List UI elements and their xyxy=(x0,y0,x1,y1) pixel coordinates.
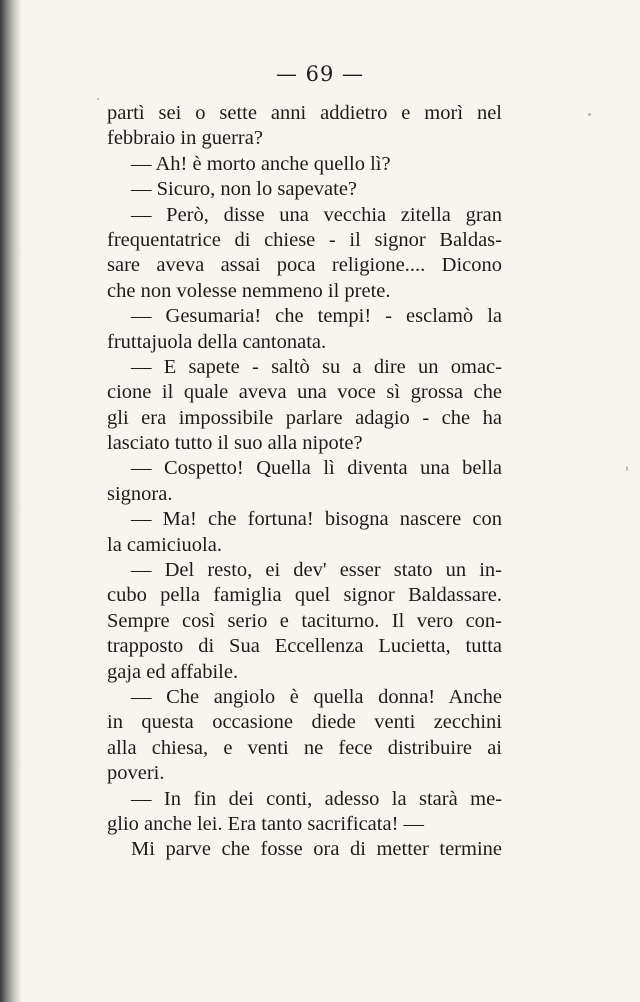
text-line: lasciato tutto il suo alla nipote? xyxy=(107,432,363,455)
text-line: alla chiesa, e venti ne fece distribuire ai xyxy=(107,736,502,759)
body-text xyxy=(107,101,502,863)
book-spine-shadow xyxy=(0,0,22,1002)
text-line: — Però, disse una vecchia zitella gran xyxy=(131,203,502,226)
text-line: cione il quale aveva una voce sì grossa che xyxy=(107,381,502,404)
text-line: fruttajuola della cantonata. xyxy=(107,330,327,353)
text-line: gaja ed affabile. xyxy=(107,660,239,683)
text-line: — Sicuro, non lo sapevate? xyxy=(131,178,358,201)
text-line: frequentatrice di chiese - il signor Baldas- xyxy=(107,228,502,251)
paper-speck xyxy=(97,98,99,100)
text-line: cubo pella famiglia quel signor Baldassare. xyxy=(107,584,502,607)
text-line: — Che angiolo è quella donna! Anche xyxy=(131,685,502,708)
text-line: trapposto di Sua Eccellenza Lucietta, tutta xyxy=(107,635,502,658)
text-line: febbraio in guerra? xyxy=(107,127,263,150)
text-line: Sempre così serio e taciturno. Il vero con- xyxy=(107,609,502,632)
text-line: la camiciuola. xyxy=(107,533,222,556)
text-line: — Gesumaria! che tempi! - esclamò la xyxy=(131,305,502,328)
paper-speck xyxy=(588,113,591,116)
text-line: — E sapete - saltò su a dire un omac- xyxy=(131,355,502,378)
text-line: gli era impossibile parlare adagio - che ha xyxy=(107,406,502,429)
text-line: signora. xyxy=(107,482,173,505)
text-line: — Ah! è morto anche quello lì? xyxy=(131,152,391,175)
page-number: — 69 — xyxy=(275,62,365,86)
text-line: — In fin dei conti, adesso la starà me- xyxy=(131,787,502,810)
text-line: Mi parve che fosse ora di metter termine xyxy=(131,838,502,861)
text-line: glio anche lei. Era tanto sacrificata! — xyxy=(107,812,425,835)
paper-speck xyxy=(626,466,628,471)
text-line: poveri. xyxy=(107,762,165,785)
text-line: — Del resto, ei dev' esser stato un in- xyxy=(131,559,502,582)
text-line: in questa occasione diede venti zecchini xyxy=(107,711,502,734)
text-line: — Cospetto! Quella lì diventa una bella xyxy=(131,457,502,480)
text-line: che non volesse nemmeno il prete. xyxy=(107,279,391,302)
text-line: sare aveva assai poca religione.... Dicono xyxy=(107,254,502,277)
text-line: partì sei o sette anni addietro e morì nel xyxy=(107,102,502,124)
text-line: — Ma! che fortuna! bisogna nascere con xyxy=(131,508,502,531)
